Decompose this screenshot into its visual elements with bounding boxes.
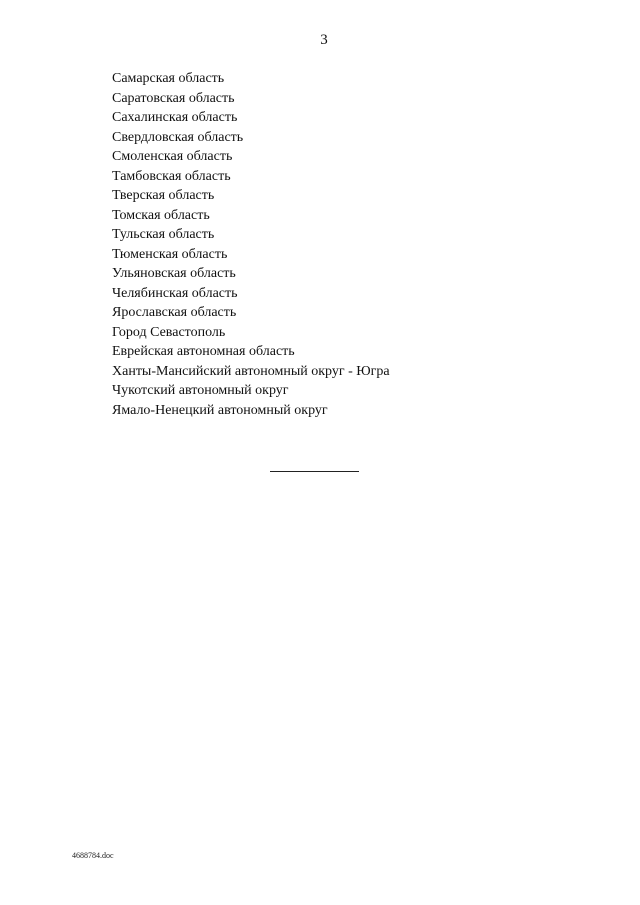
region-item: Свердловская область bbox=[112, 129, 244, 145]
end-of-list-rule bbox=[270, 471, 359, 472]
region-list bbox=[112, 69, 390, 420]
page-number: 3 bbox=[320, 32, 328, 48]
region-item: Тамбовская область bbox=[112, 168, 231, 184]
region-item: Ханты-Мансийский автономный округ - Югра bbox=[112, 363, 390, 379]
region-item: Саратовская область bbox=[112, 90, 235, 106]
region-item: Ямало-Ненецкий автономный округ bbox=[112, 402, 328, 418]
region-item: Сахалинская область bbox=[112, 110, 238, 125]
region-item: Чукотский автономный округ bbox=[112, 383, 289, 398]
region-item: Ярославская область bbox=[112, 305, 237, 320]
file-reference: 4688784.doc bbox=[72, 851, 114, 860]
region-item: Челябинская область bbox=[112, 285, 238, 301]
region-item: Еврейская автономная область bbox=[112, 344, 295, 359]
region-item: Томская область bbox=[112, 207, 210, 223]
region-item: Город Севастополь bbox=[112, 324, 226, 340]
region-item: Смоленская область bbox=[112, 149, 233, 164]
region-item: Самарская область bbox=[112, 71, 225, 86]
region-item: Ульяновская область bbox=[112, 266, 236, 281]
region-item: Тюменская область bbox=[112, 246, 228, 262]
region-item: Тверская область bbox=[112, 188, 215, 203]
region-item: Тульская область bbox=[112, 227, 215, 242]
